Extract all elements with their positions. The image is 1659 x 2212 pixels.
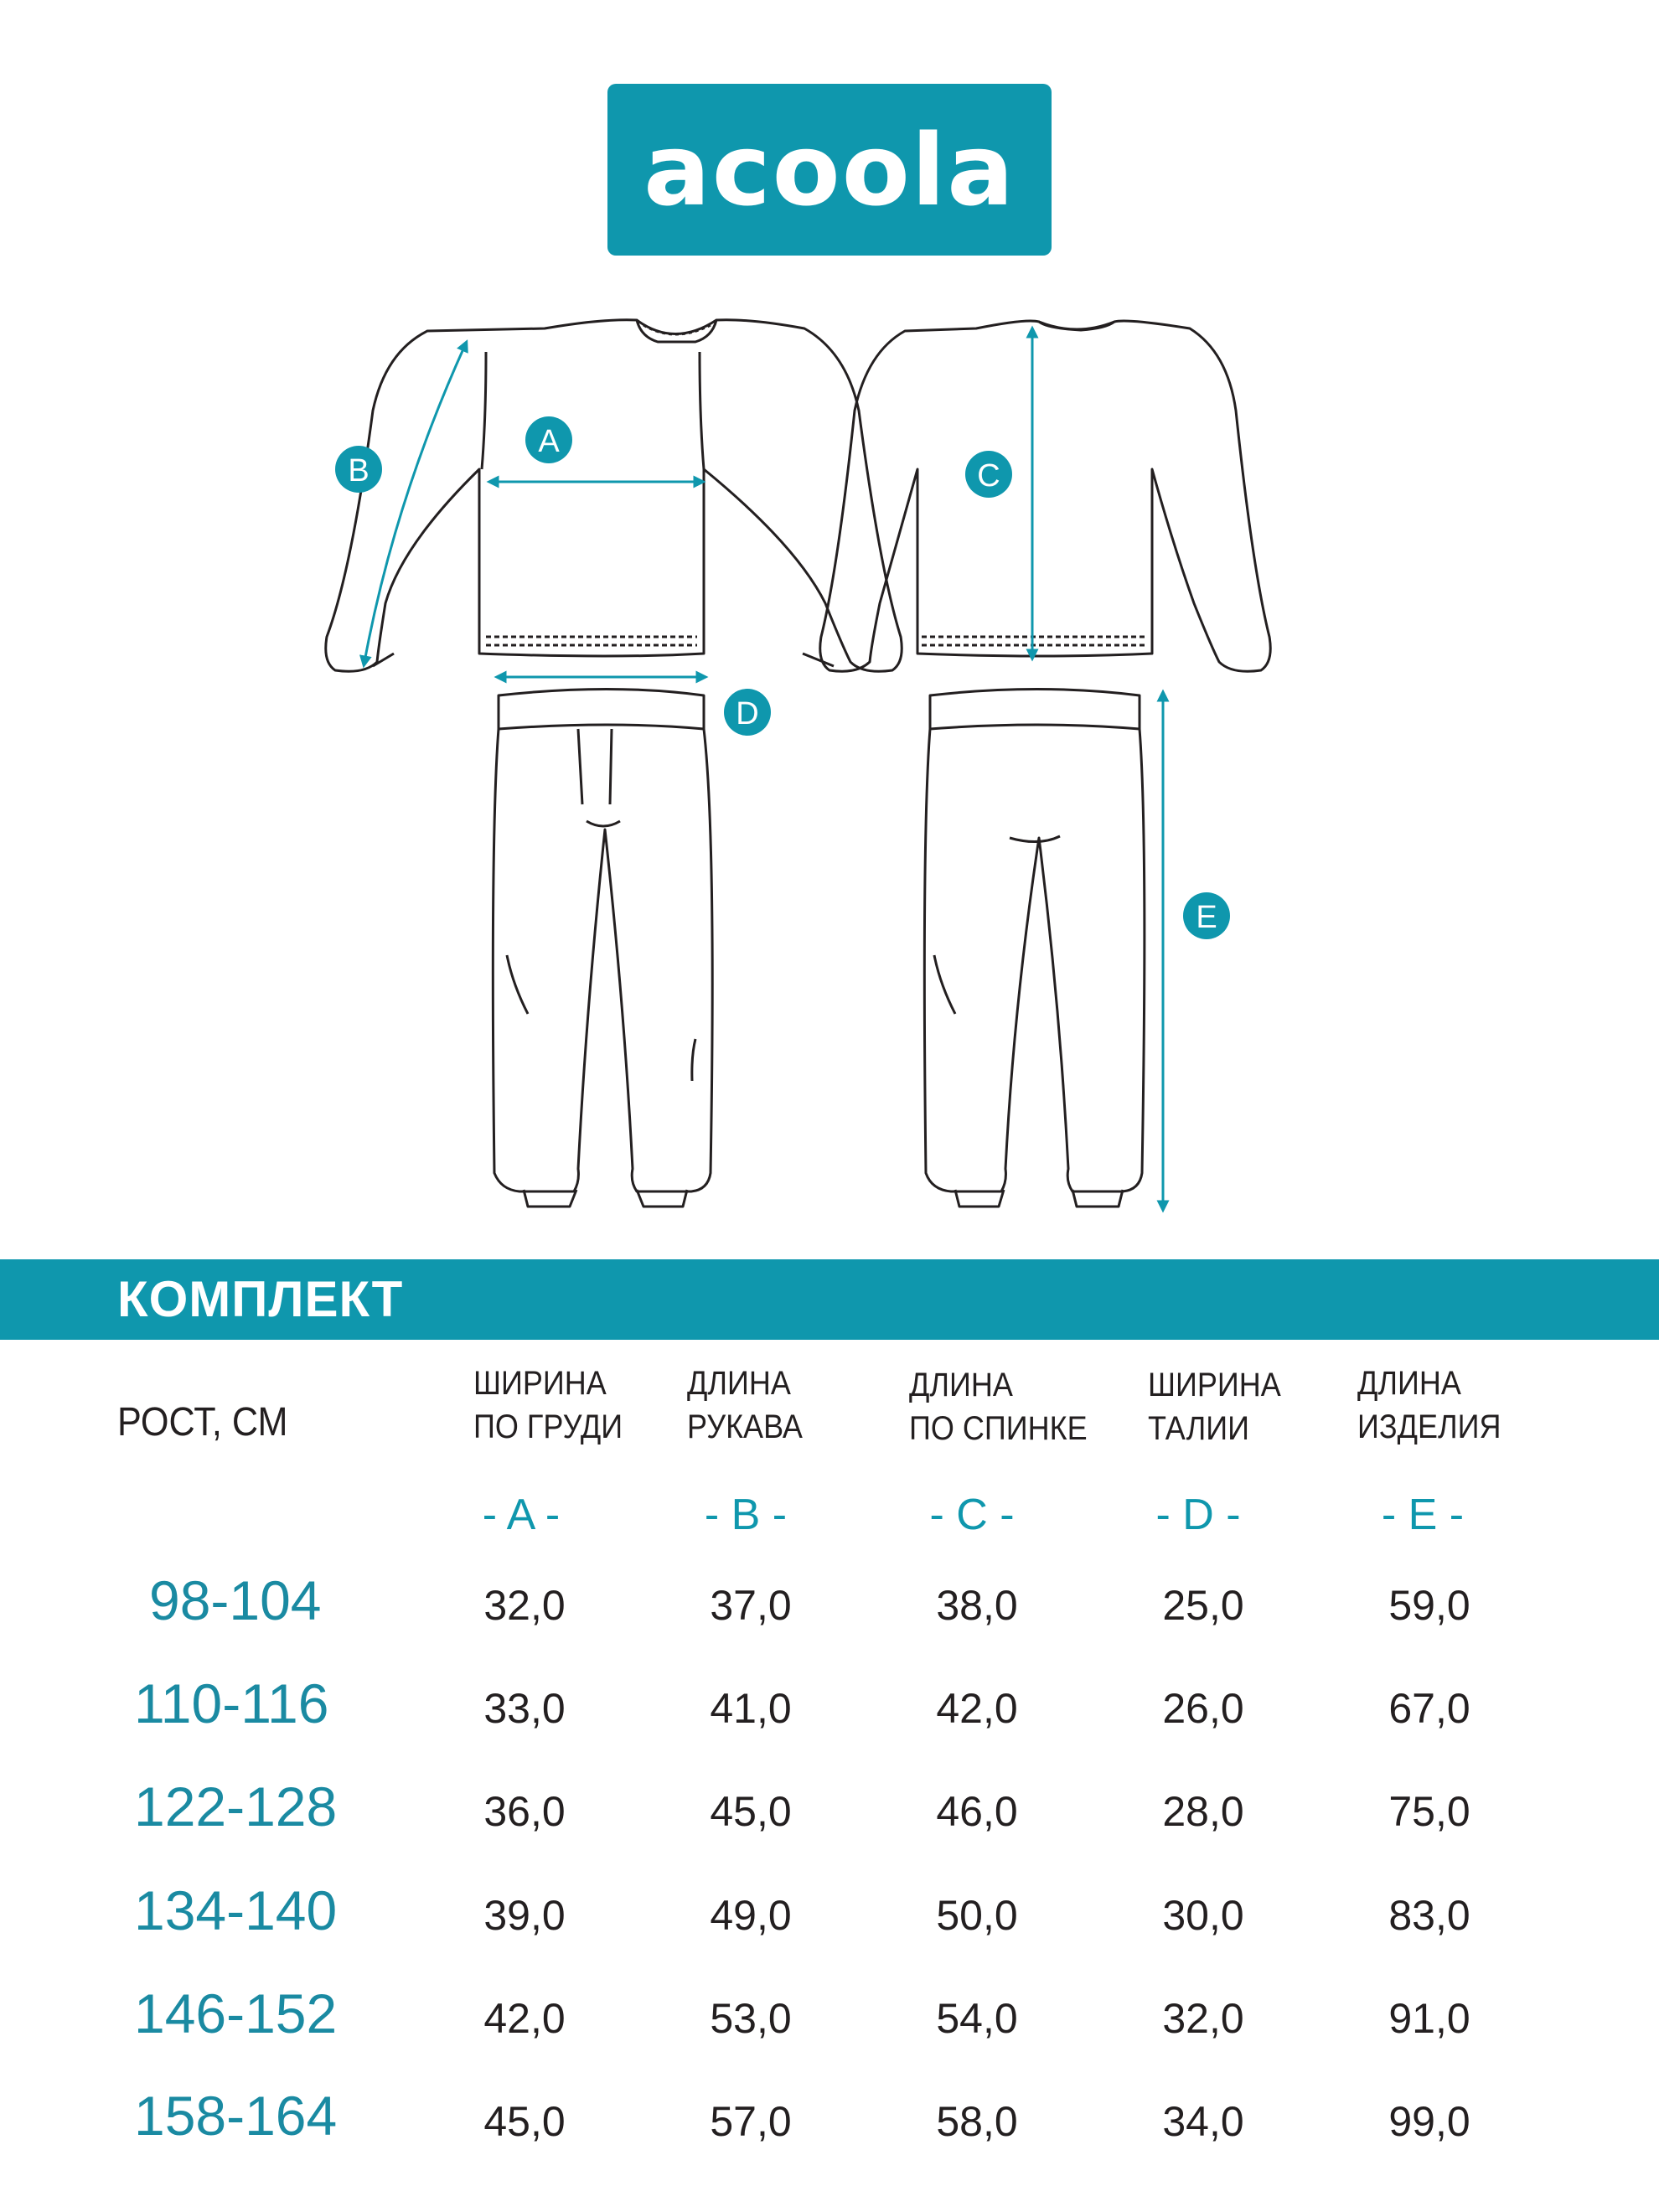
column-header-sleeve-length (687, 1362, 803, 1449)
column-header-line: ШИРИНА (1148, 1367, 1281, 1403)
column-header-line: ПО СПИНКЕ (909, 1410, 1088, 1447)
measure-line-b (364, 345, 465, 662)
value-cell: 58,0 (936, 2098, 1018, 2145)
value-cell: 45,0 (483, 2098, 566, 2145)
value-cell: 83,0 (1388, 1892, 1470, 1939)
badge-a (525, 416, 572, 463)
value-cell: 39,0 (483, 1892, 566, 1939)
column-header-line: ШИРИНА (473, 1365, 607, 1402)
column-letter-e: - E - (1381, 1491, 1465, 1539)
value-cell: 41,0 (710, 1685, 792, 1732)
column-header-chest-width (473, 1362, 623, 1449)
column-header-product-length (1357, 1362, 1501, 1449)
value-cell: 26,0 (1162, 1685, 1244, 1732)
value-cell: 91,0 (1388, 1995, 1470, 2042)
height-cell: 98-104 (149, 1569, 322, 1631)
height-cell: 134-140 (134, 1879, 338, 1941)
value-cell: 50,0 (936, 1892, 1018, 1939)
value-cell: 25,0 (1162, 1582, 1244, 1629)
height-cell: 146-152 (134, 1982, 338, 2044)
badge-a-label: A (538, 424, 560, 459)
pants-front (493, 690, 712, 1207)
value-cell: 30,0 (1162, 1892, 1244, 1939)
column-header-line: ПО ГРУДИ (473, 1408, 623, 1445)
value-cell: 38,0 (936, 1582, 1018, 1629)
badge-b-label: B (348, 453, 370, 488)
value-cell: 37,0 (710, 1582, 792, 1629)
value-cell: 49,0 (710, 1892, 792, 1939)
value-cell: 28,0 (1162, 1788, 1244, 1835)
height-column-header: РОСТ, СМ (117, 1400, 288, 1445)
value-cell: 46,0 (936, 1788, 1018, 1835)
value-cell: 67,0 (1388, 1685, 1470, 1732)
badge-d-label: D (736, 696, 759, 731)
badge-c-label: C (977, 458, 1000, 494)
badge-c (965, 451, 1012, 498)
badge-e-label: E (1196, 900, 1217, 935)
column-header-line: РУКАВА (687, 1408, 803, 1445)
value-cell: 53,0 (710, 1995, 792, 2042)
sweatshirt-back (820, 321, 1271, 671)
badge-b (335, 446, 382, 493)
value-cell: 33,0 (483, 1685, 566, 1732)
value-cell: 42,0 (936, 1685, 1018, 1732)
height-cell: 122-128 (134, 1775, 338, 1837)
column-letter-c: - C - (929, 1491, 1015, 1539)
height-cell: 158-164 (134, 2085, 338, 2147)
value-cell: 32,0 (1162, 1995, 1244, 2042)
measurement-lines (364, 332, 1163, 1207)
column-letter-d: - D - (1155, 1491, 1241, 1539)
column-header-line: ИЗДЕЛИЯ (1357, 1408, 1501, 1445)
section-title: КОМПЛЕКТ (117, 1271, 404, 1327)
column-letter-b: - B - (704, 1491, 788, 1539)
section-bar (0, 1259, 1659, 1340)
value-cell: 99,0 (1388, 2098, 1470, 2145)
value-cell: 34,0 (1162, 2098, 1244, 2145)
column-header-waist-width (1148, 1363, 1281, 1450)
height-cell: 110-116 (134, 1672, 329, 1734)
column-header-line: ДЛИНА (687, 1365, 791, 1402)
value-cell: 57,0 (710, 2098, 792, 2145)
badge-d (724, 689, 771, 736)
badge-e (1183, 892, 1230, 939)
column-header-line: ТАЛИИ (1148, 1410, 1249, 1447)
brand-logo-text: acoola (643, 111, 1016, 228)
pants-back (924, 690, 1145, 1207)
column-header-back-length (909, 1363, 1088, 1450)
value-cell: 54,0 (936, 1995, 1018, 2042)
sweatshirt-front (326, 320, 902, 672)
value-cell: 59,0 (1388, 1582, 1470, 1629)
value-cell: 32,0 (483, 1582, 566, 1629)
column-header-line: ДЛИНА (909, 1367, 1013, 1403)
column-header-line: ДЛИНА (1357, 1365, 1461, 1402)
value-cell: 45,0 (710, 1788, 792, 1835)
column-letter-a: - A - (482, 1491, 561, 1539)
value-cell: 36,0 (483, 1788, 566, 1835)
value-cell: 42,0 (483, 1995, 566, 2042)
value-cell: 75,0 (1388, 1788, 1470, 1835)
